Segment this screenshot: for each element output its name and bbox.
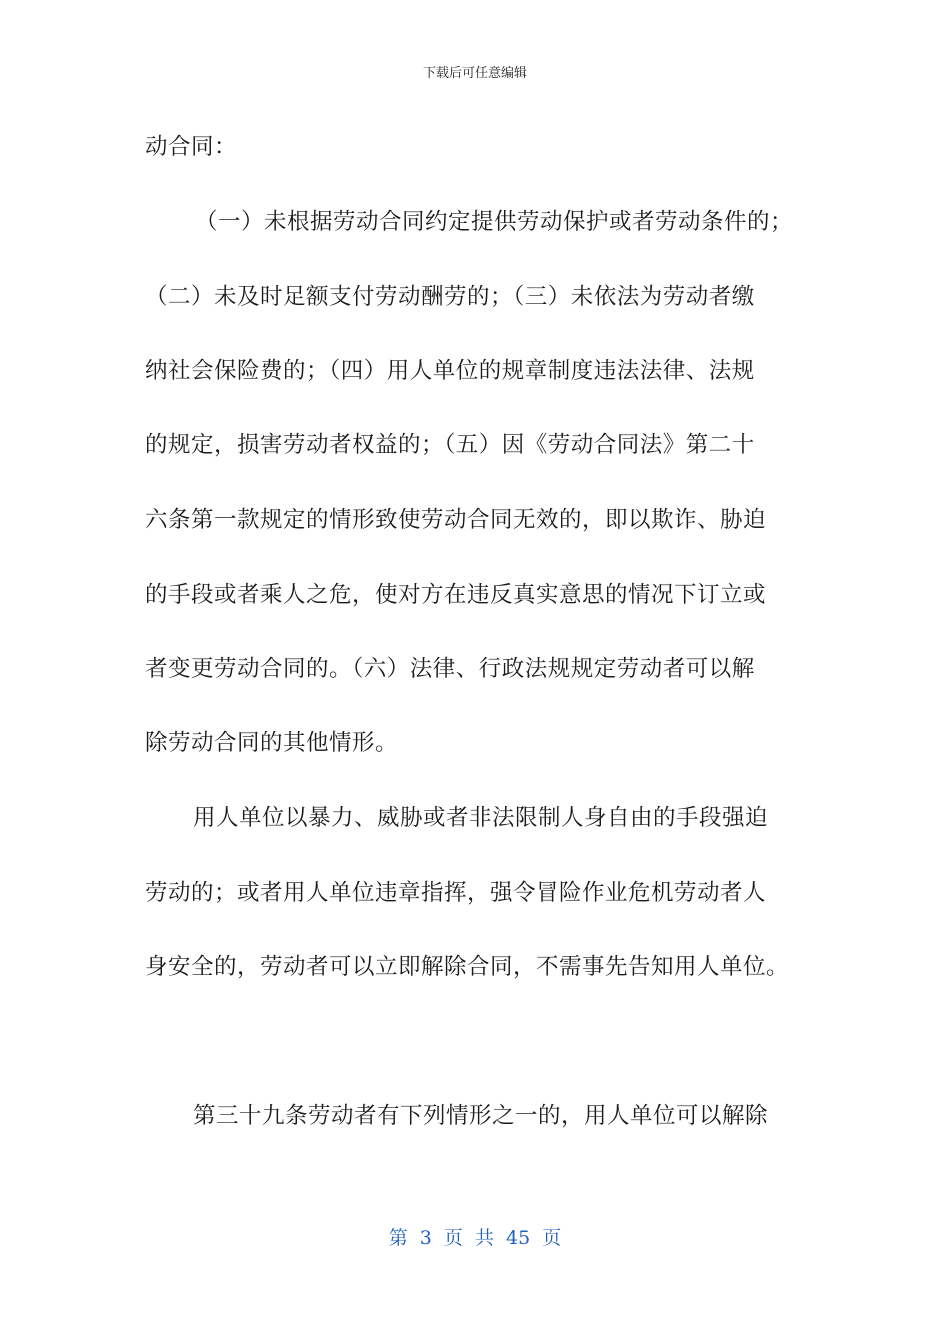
text-line: 动合同： [145,134,238,160]
text-line: （二）未及时足额支付劳动酬劳的；（三）未依法为劳动者缴 [145,284,755,310]
text-line: 用人单位以暴力、威胁或者非法限制人身自由的手段强迫 [193,805,769,831]
text-line: 劳动的；或者用人单位违章指挥，强令冒险作业危机劳动者人 [145,880,767,906]
page-number-footer: 第 3 页 共 45 页 [388,1227,562,1249]
text-line: 的规定，损害劳动者权益的；（五）因《劳动合同法》第二十 [145,432,755,458]
text-line: 身安全的，劳动者可以立即解除合同，不需事先告知用人单位。 [145,954,790,980]
text-line: 者变更劳动合同的。（六）法律、行政法规规定劳动者可以解 [145,656,755,682]
text-line: （一）未根据劳动合同约定提供劳动保护或者劳动条件的； [195,209,794,235]
text-line: 的手段或者乘人之危，使对方在违反真实意思的情况下订立或 [145,582,767,608]
page-header-note: 下载后可任意编辑 [422,66,527,81]
text-line: 除劳动合同的其他情形。 [145,730,399,756]
text-line: 六条第一款规定的情形致使劳动合同无效的，即以欺诈、胁迫 [145,507,767,533]
text-line: 第三十九条劳动者有下列情形之一的，用人单位可以解除 [193,1103,769,1129]
text-line: 纳社会保险费的；（四）用人单位的规章制度违法法律、法规 [145,358,755,384]
